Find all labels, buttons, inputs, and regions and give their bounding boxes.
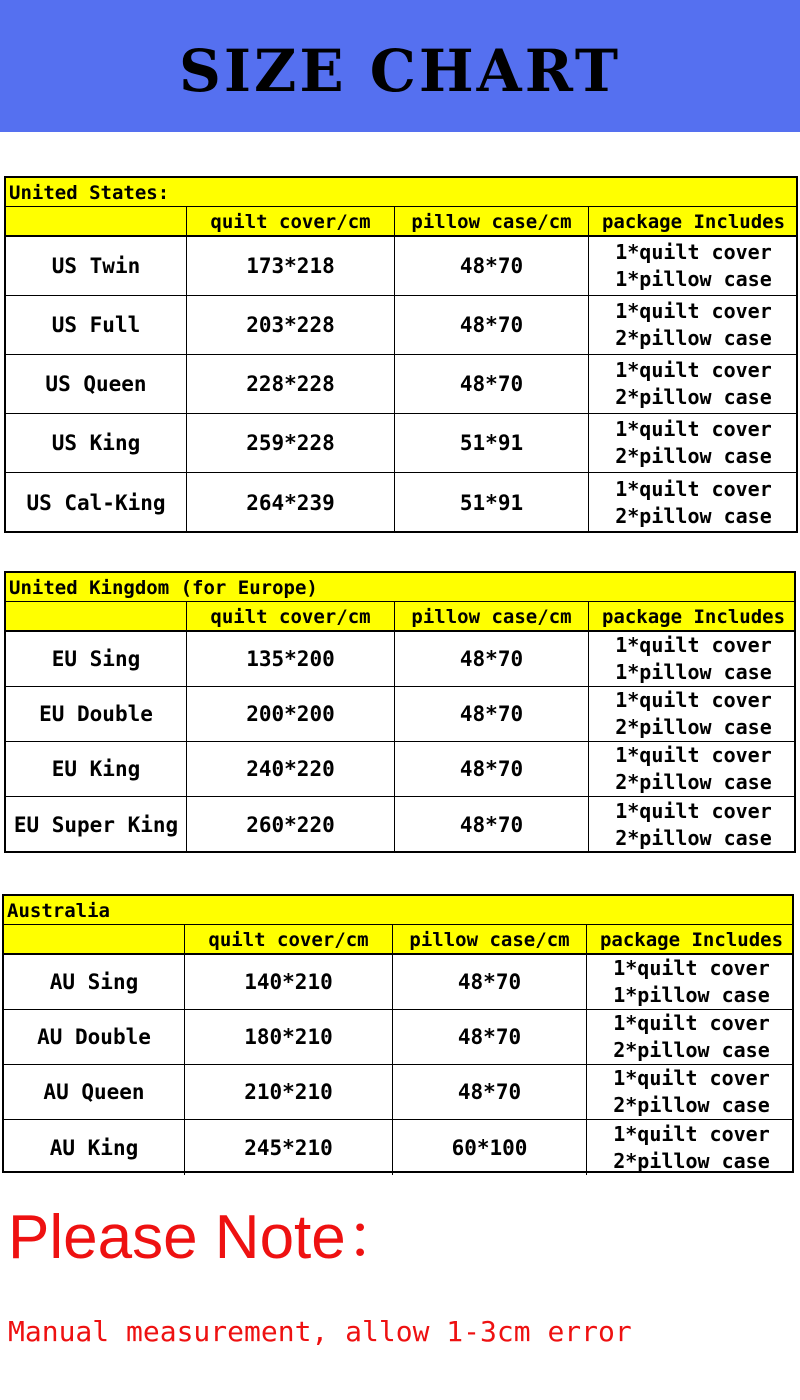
package-line: 1*quilt cover: [613, 1066, 770, 1090]
region-label: United Kingdom (for Europe): [6, 573, 794, 602]
package-line: 1*quilt cover: [615, 417, 772, 441]
package-line: 1*pillow case: [615, 660, 772, 684]
package-contents: [588, 687, 798, 741]
table-body: [4, 955, 792, 1171]
package-contents: [588, 414, 798, 472]
table-row: [6, 473, 796, 532]
table-row: [6, 797, 794, 852]
package-line: 2*pillow case: [615, 770, 772, 794]
header-quilt-cover: quilt cover/cm: [186, 207, 394, 235]
package-line: 2*pillow case: [615, 715, 772, 739]
package-line: 2*pillow case: [615, 444, 772, 468]
package-contents: [586, 1010, 796, 1064]
size-name: AU King: [49, 1135, 139, 1160]
quilt-size: 140*210: [184, 955, 392, 1009]
package-contents: [588, 237, 798, 295]
size-name: US Twin: [51, 254, 141, 278]
package-line: 2*pillow case: [613, 1038, 770, 1062]
size-name: EU King: [51, 757, 141, 781]
size-table-au: [2, 894, 794, 1173]
header-pillow-case: pillow case/cm: [392, 925, 586, 953]
package-line: 1*quilt cover: [615, 688, 772, 712]
size-name: EU Sing: [51, 647, 141, 671]
table-header: [4, 925, 792, 955]
package-line: 2*pillow case: [615, 326, 772, 350]
package-line: 1*quilt cover: [615, 299, 772, 323]
package-line: 1*quilt cover: [613, 1121, 770, 1146]
package-contents: [588, 296, 798, 354]
header-quilt-cover: quilt cover/cm: [184, 925, 392, 953]
quilt-size: 240*220: [186, 742, 394, 796]
pillow-size: 48*70: [394, 742, 588, 796]
table-row: [6, 742, 794, 797]
package-line: 1*quilt cover: [615, 798, 772, 823]
table-row: [4, 955, 792, 1010]
size-name: AU Sing: [49, 970, 139, 994]
table-row: [4, 1065, 792, 1120]
pillow-size: 48*70: [394, 355, 588, 413]
package-contents: [588, 473, 798, 532]
quilt-size: 245*210: [184, 1120, 392, 1175]
package-contents: [588, 742, 798, 796]
size-name: US Cal-King: [26, 490, 166, 515]
quilt-size: 264*239: [186, 473, 394, 532]
table-row: [6, 414, 796, 473]
quilt-size: 260*220: [186, 797, 394, 852]
pillow-size: 48*70: [392, 1010, 586, 1064]
package-line: 1*quilt cover: [615, 240, 772, 264]
table-header: [6, 207, 796, 237]
table-row: [4, 1010, 792, 1065]
quilt-size: 180*210: [184, 1010, 392, 1064]
package-contents: [586, 1120, 796, 1175]
pillow-size: 48*70: [394, 797, 588, 852]
package-line: 1*quilt cover: [615, 476, 772, 501]
package-line: 1*pillow case: [613, 983, 770, 1007]
header-pillow-case: pillow case/cm: [394, 602, 588, 630]
package-line: 1*quilt cover: [613, 956, 770, 980]
note-heading: Please Note：: [8, 1203, 408, 1272]
size-name: AU Queen: [43, 1080, 145, 1104]
table-row: [6, 237, 796, 296]
size-name: US Queen: [45, 372, 147, 396]
size-table-eu: [4, 571, 796, 853]
pillow-size: 48*70: [394, 296, 588, 354]
region-label: Australia: [4, 896, 792, 925]
table-header: [6, 602, 794, 632]
title-banner: [0, 0, 800, 132]
quilt-size: 173*218: [186, 237, 394, 295]
table-row: [6, 296, 796, 355]
pillow-size: 48*70: [394, 632, 588, 686]
quilt-size: 200*200: [186, 687, 394, 741]
pillow-size: 48*70: [392, 1065, 586, 1119]
table-row: [6, 632, 794, 687]
package-line: 2*pillow case: [615, 385, 772, 409]
page-title: SIZE CHART: [178, 37, 622, 105]
size-table-us: [4, 176, 798, 533]
header-size: [6, 207, 186, 235]
note-text: Manual measurement, allow 1-3cm error: [8, 1315, 632, 1348]
header-size: [4, 925, 184, 953]
header-size: [6, 602, 186, 630]
pillow-size: 48*70: [392, 955, 586, 1009]
package-line: 2*pillow case: [613, 1093, 770, 1117]
pillow-size: 48*70: [394, 237, 588, 295]
size-name: US King: [51, 431, 141, 455]
table-row: [6, 355, 796, 414]
package-line: 1*quilt cover: [615, 633, 772, 657]
package-line: 2*pillow case: [615, 825, 772, 850]
package-line: 2*pillow case: [615, 503, 772, 528]
package-line: 2*pillow case: [613, 1148, 770, 1173]
table-body: [6, 237, 796, 531]
size-name: AU Double: [37, 1025, 151, 1049]
header-package: package Includes: [588, 602, 798, 630]
table-row: [4, 1120, 792, 1175]
header-package: package Includes: [588, 207, 798, 235]
pillow-size: 60*100: [392, 1120, 586, 1175]
package-line: 1*quilt cover: [615, 358, 772, 382]
package-contents: [586, 1065, 796, 1119]
header-package: package Includes: [586, 925, 796, 953]
pillow-size: 51*91: [394, 414, 588, 472]
package-contents: [586, 955, 796, 1009]
region-label: United States:: [6, 178, 796, 207]
pillow-size: 48*70: [394, 687, 588, 741]
pillow-size: 51*91: [394, 473, 588, 532]
quilt-size: 210*210: [184, 1065, 392, 1119]
package-line: 1*quilt cover: [613, 1011, 770, 1035]
package-contents: [588, 355, 798, 413]
size-name: EU Double: [39, 702, 153, 726]
quilt-size: 259*228: [186, 414, 394, 472]
package-contents: [588, 632, 798, 686]
package-contents: [588, 797, 798, 852]
header-quilt-cover: quilt cover/cm: [186, 602, 394, 630]
table-body: [6, 632, 794, 851]
header-pillow-case: pillow case/cm: [394, 207, 588, 235]
size-name: US Full: [51, 313, 141, 337]
package-line: 1*pillow case: [615, 267, 772, 291]
size-name: EU Super King: [13, 812, 179, 837]
quilt-size: 228*228: [186, 355, 394, 413]
quilt-size: 135*200: [186, 632, 394, 686]
package-line: 1*quilt cover: [615, 743, 772, 767]
table-row: [6, 687, 794, 742]
quilt-size: 203*228: [186, 296, 394, 354]
